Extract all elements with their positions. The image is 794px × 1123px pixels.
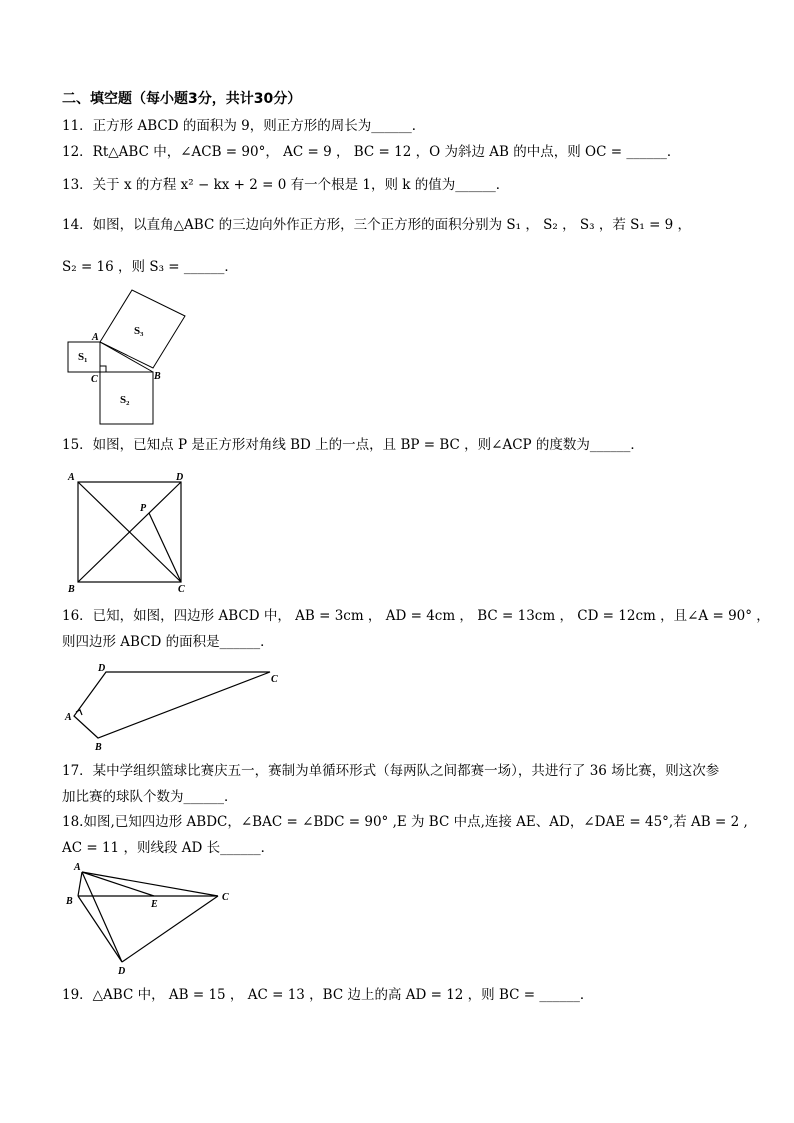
- label-s1: S₁: [78, 351, 88, 363]
- label-s3: S₃: [134, 325, 144, 337]
- label-c: C: [222, 892, 229, 903]
- question-18-line-2: AC = 11 ，则线段 AD 长______．: [62, 840, 275, 856]
- question-16-line-2: 则四边形 ABCD 的面积是______．: [62, 634, 274, 650]
- label-a: A: [65, 712, 72, 723]
- label-b: B: [95, 742, 102, 752]
- label-b: B: [66, 896, 73, 907]
- section-title: 二、填空题（每小题3分，共计30分）: [62, 91, 302, 107]
- label-s2: S₂: [120, 394, 130, 406]
- label-a: A: [68, 472, 75, 483]
- label-c: C: [91, 374, 98, 385]
- question-14-line-2: S₂ = 16 ，则 S₃ = ______．: [62, 259, 238, 275]
- question-12: 12．Rt△ABC 中，∠ACB = 90°， AC = 9 ， BC = 12 ，O 为斜边 AB 的中点，则 OC = ______．: [62, 144, 681, 160]
- label-b: B: [68, 584, 75, 595]
- label-a: A: [74, 862, 81, 873]
- label-d: D: [98, 663, 106, 674]
- question-13: 13．关于 x 的方程 x² − kx + 2 = 0 有一个根是 1，则 k 的值为______．: [62, 177, 510, 193]
- question-17-line-1: 17．某中学组织篮球比赛庆五一，赛制为单循环形式（每两队之间都赛一场），共进行了 36 场比赛，则这次参: [62, 763, 720, 779]
- figure-18: [62, 860, 242, 978]
- label-a: A: [92, 332, 99, 343]
- figure-16: [62, 660, 287, 752]
- figure-14: [60, 286, 195, 426]
- figure-15: [62, 468, 192, 596]
- label-d: D: [118, 966, 126, 977]
- label-d: D: [176, 472, 184, 483]
- label-p: P: [140, 503, 147, 514]
- label-e: E: [151, 899, 158, 910]
- label-c: C: [178, 584, 185, 595]
- question-18-line-1: 18.如图,已知四边形 ABDC，∠BAC = ∠BDC = 90° ,E 为 BC 中点,连接 AE、AD，∠DAE = 45°,若 AB = 2 ,: [62, 814, 748, 830]
- label-b: B: [154, 371, 161, 382]
- question-17-line-2: 加比赛的球队个数为______．: [62, 789, 238, 805]
- question-11: 11．正方形 ABCD 的面积为 9，则正方形的周长为______．: [62, 118, 426, 134]
- question-15: 15．如图，已知点 P 是正方形对角线 BD 上的一点，且 BP = BC ，则∠ACP 的度数为______．: [62, 437, 644, 453]
- label-c: C: [271, 674, 278, 685]
- question-14-line-1: 14．如图，以直角△ABC 的三边向外作正方形，三个正方形的面积分别为 S₁ ， S₂ ， S₃ ，若 S₁ = 9 ，: [62, 217, 692, 233]
- question-16-line-1: 16．已知，如图，四边形 ABCD 中， AB = 3cm ， AD = 4cm ， BC = 13cm ， CD = 12cm ，且∠A = 90° ，: [62, 608, 770, 624]
- question-19: 19．△ABC 中， AB = 15 ， AC = 13 ，BC 边上的高 AD = 12 ，则 BC = ______．: [62, 987, 594, 1003]
